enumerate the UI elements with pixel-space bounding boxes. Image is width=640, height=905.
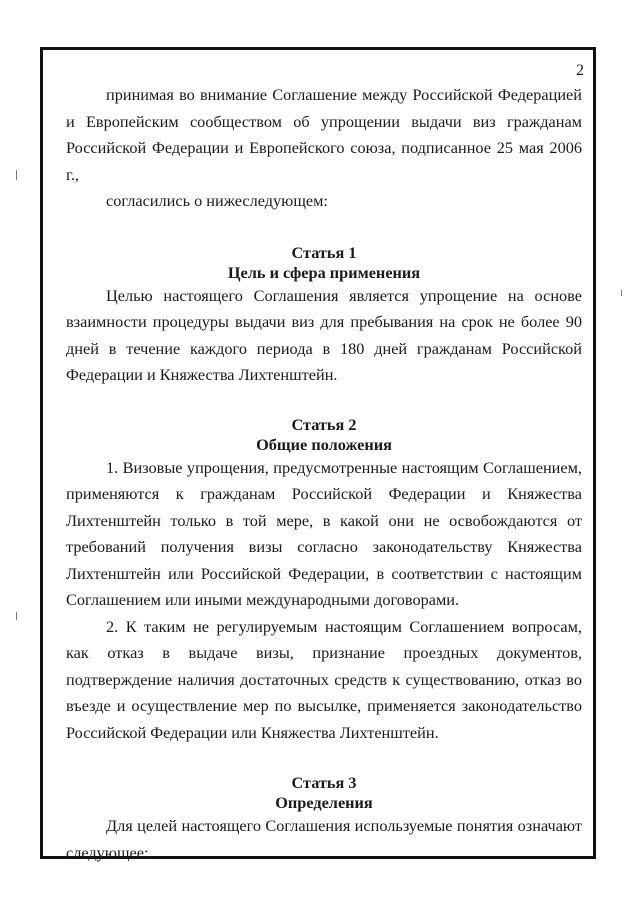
scan-mark xyxy=(16,170,17,180)
article-number: Статья 2 xyxy=(291,414,357,434)
spacer xyxy=(66,746,582,773)
article-title: Общие положения xyxy=(256,434,392,454)
article-number: Статья 1 xyxy=(291,242,357,262)
document-body xyxy=(66,82,582,866)
article-heading xyxy=(66,243,582,283)
article-paragraph: 2. К таким не регулируемым настоящим Соглашением вопросам, как отказ в выдаче визы, признание проездных документов, подтверждение наличия достаточных средств к существованию, отказ во въезде и осуществление мер по высылке, применяется законодательство Российской Федерации или Княжества Лихтенштейн. xyxy=(66,616,582,742)
scan-mark xyxy=(621,290,622,296)
scan-mark xyxy=(16,612,17,620)
article-paragraph: 1. Визовые упрощения, предусмотренные настоящим Соглашением, применяются к гражданам Российской Федерации и Княжества Лихтенштейн только в той мере, в какой они не освобождаются от требований получения визы согласно законодательству Княжества Лихтенштейн или Российской Федерации, в соответствии с настоящим Соглашением или иными международными договорами. xyxy=(66,457,582,609)
article-paragraph: Целью настоящего Соглашения является упрощение на основе взаимности процедуры выдачи виз для пребывания на срок не более 90 дней в течение каждого периода в 180 дней гражданам Российской Федерации и Княжества Лихтенштейн. xyxy=(66,285,582,384)
page-number: 2 xyxy=(576,62,584,79)
intro-paragraph: согласились о нижеследующем: xyxy=(106,191,328,210)
article-paragraph: Для целей настоящего Соглашения используемые понятия означают следующее: xyxy=(66,816,582,862)
intro-paragraph: принимая во внимание Соглашение между Российской Федерацией и Европейским сообществом об упрощении выдачи виз гражданам Российской Федерации и Европейского союза, подписанное 25 мая 2006 г., xyxy=(66,85,582,184)
article-heading xyxy=(66,415,582,455)
spacer xyxy=(66,389,582,415)
article-title: Цель и сфера применения xyxy=(227,262,421,282)
article-title: Определения xyxy=(275,793,373,812)
article-heading xyxy=(66,773,582,813)
spacer xyxy=(66,215,582,243)
article-number: Статья 3 xyxy=(291,773,357,792)
